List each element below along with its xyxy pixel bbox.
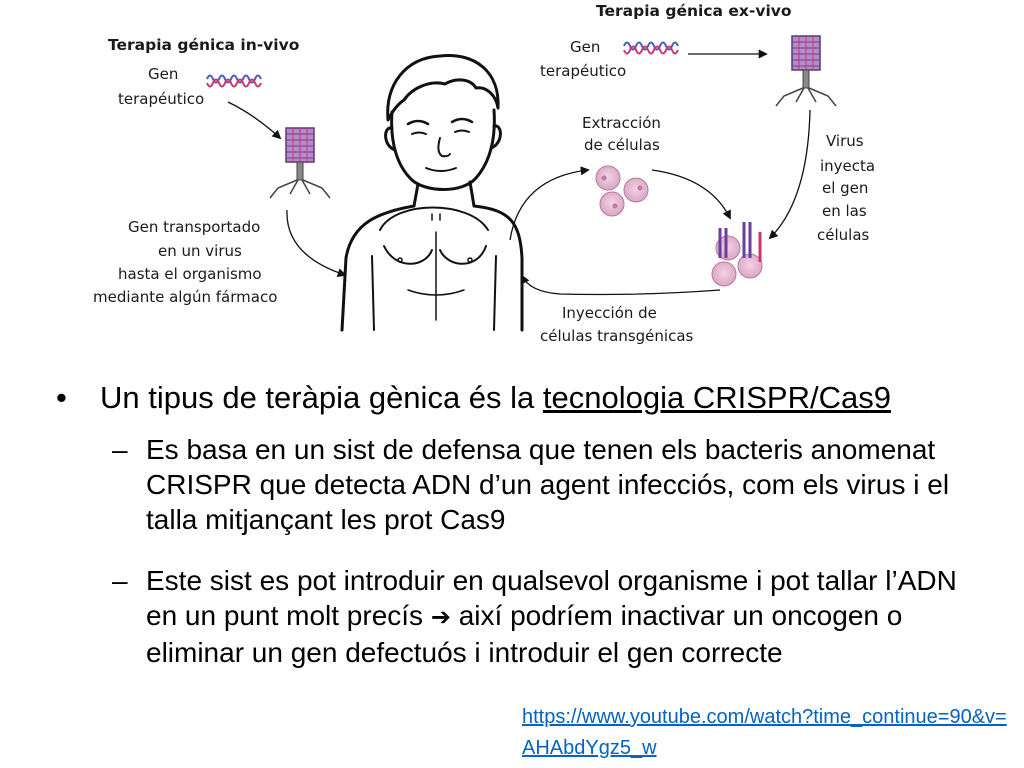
invivo-gene-label: Gen (148, 65, 179, 83)
injection-line-2: células transgénicas (540, 327, 694, 345)
dna-strand-icon (207, 76, 261, 87)
extraction-line-1: Extracción (582, 114, 661, 132)
carrier-line-4: mediante algún fármaco (93, 288, 278, 306)
injects-line-4: en las (822, 202, 867, 220)
injects-line-3: el gen (822, 179, 869, 197)
invivo-gene-label-2: terapéutico (118, 90, 205, 108)
human-figure (342, 55, 522, 330)
exvivo-gene-label: Gen (570, 38, 601, 56)
main-bullet-text: Un tipus de teràpia gènica és la (100, 380, 543, 415)
dna-strand-icon (624, 43, 678, 54)
virus-icon (776, 36, 836, 106)
main-bullet (56, 380, 1000, 416)
virus-icon (270, 128, 330, 198)
arrow-icon: ➔ (430, 603, 451, 631)
carrier-line-3: hasta el organismo (118, 265, 262, 283)
extraction-line-2: de células (584, 136, 660, 154)
injection-line-1: Inyección de (562, 304, 657, 322)
carrier-line-2: en un virus (158, 242, 242, 260)
exvivo-title: Terapia génica ex-vivo (596, 2, 792, 20)
sub-bullet-glyph: – (112, 565, 128, 596)
youtube-link[interactable]: https://www.youtube.com/watch?time_continue=90&v=AHAbdYgz5_w (522, 706, 1007, 759)
sub-bullet-2-text: Este sist es pot introduir en qualsevol organisme i pot tallar l’ADN en un punt molt precís (146, 565, 957, 631)
sub-bullet-1-text: Es basa en un sist de defensa que tenen els bacteris anomenat CRISPR que detecta ADN d’un agent infecciós, com els virus i el talla mitjançant les prot Cas9 (146, 434, 950, 535)
carrier-line-1: Gen transportado (128, 218, 261, 236)
injects-line-5: células (817, 226, 870, 244)
cells-cluster-icon (596, 166, 648, 216)
bullet-glyph: • (56, 380, 67, 415)
sub-bullet-2-text-cont: així podríem inactivar un oncogen o eliminar un gen defectuós i introduir el gen correcte (146, 600, 903, 668)
exvivo-gene-label-2: terapéutico (540, 62, 627, 80)
sub-bullet-glyph: – (112, 434, 128, 465)
injects-line-2: inyecta (820, 157, 876, 175)
injects-line-1: Virus (826, 132, 864, 150)
crispr-link[interactable]: tecnologia CRISPR/Cas9 (542, 380, 891, 415)
gene-therapy-diagram (0, 0, 1024, 370)
sub-bullet-2 (112, 563, 976, 670)
sub-bullet-1 (112, 432, 976, 537)
invivo-title: Terapia génica in-vivo (108, 36, 300, 54)
transgenic-cells-icon (712, 222, 762, 286)
